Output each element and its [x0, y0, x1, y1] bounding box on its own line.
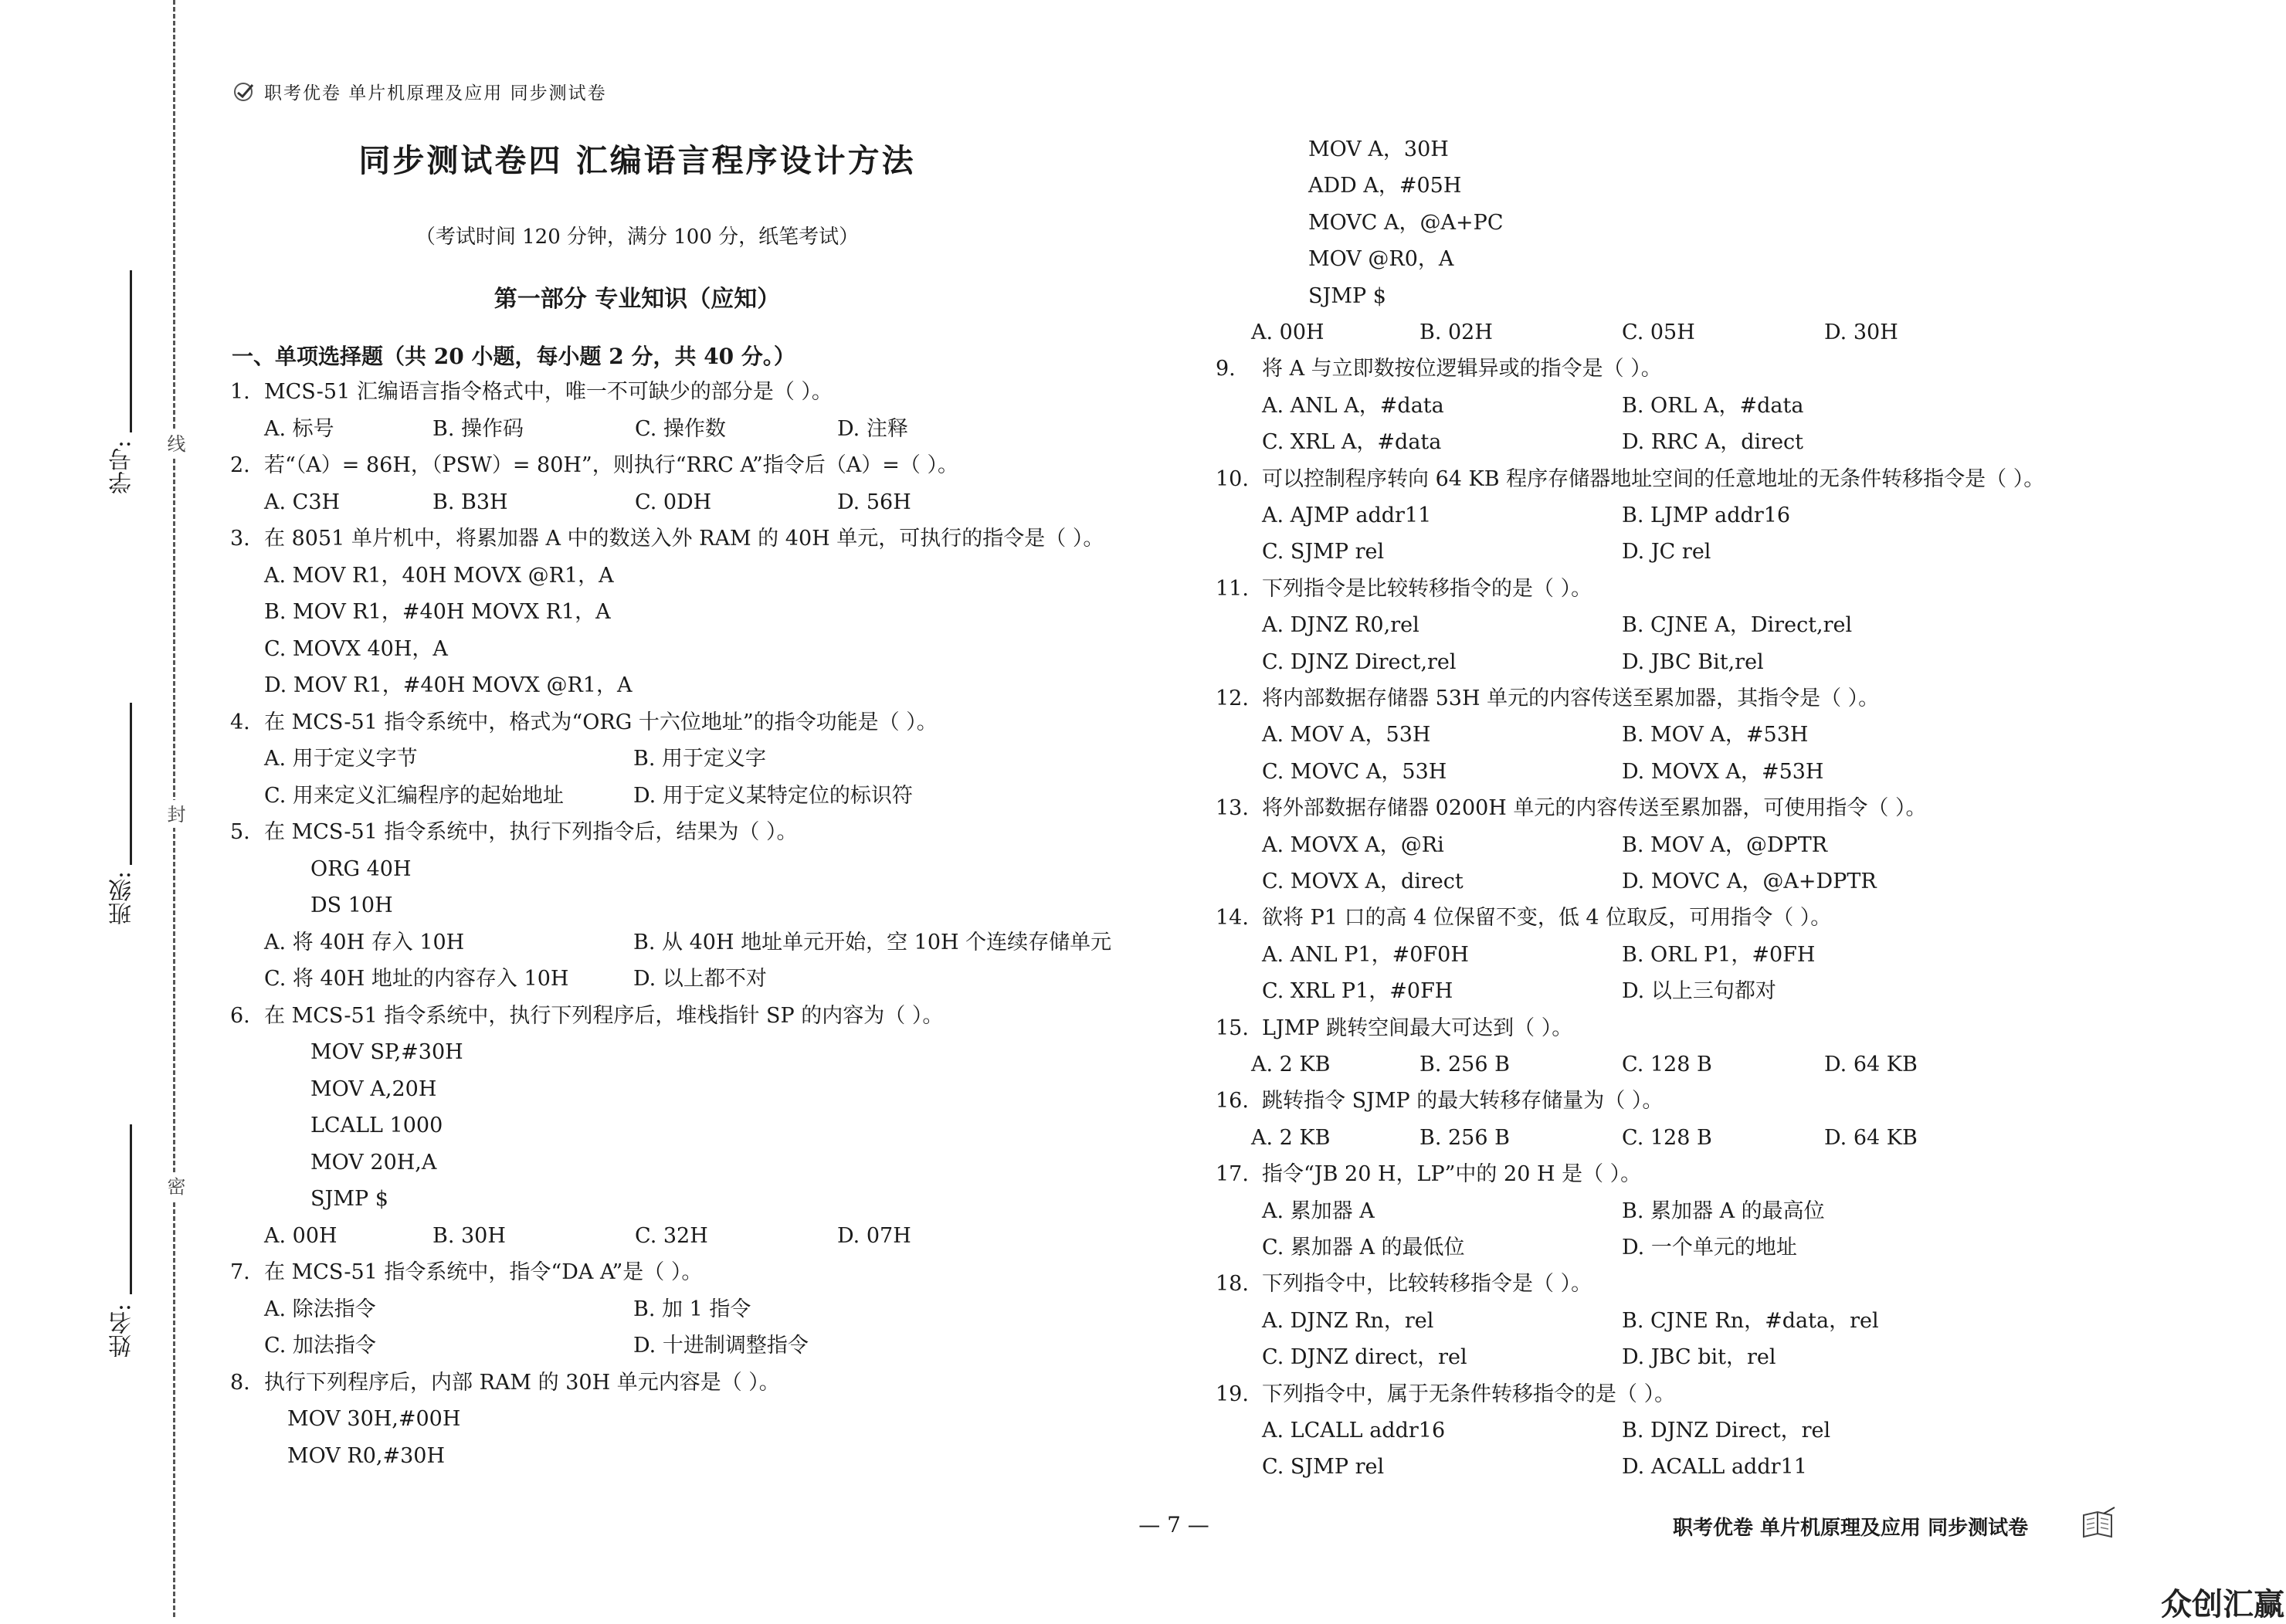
code-line: MOV @R0，A: [1308, 247, 1454, 272]
answer-option: B. ORL A，#data: [1622, 393, 1804, 418]
answer-option: D. MOVC A，@A+DPTR: [1622, 870, 1877, 893]
answer-option: A. 累加器 A: [1262, 1199, 1375, 1223]
class-line: [130, 703, 132, 865]
answer-option: D. JC rel: [1622, 540, 1711, 565]
question-stem: 下列指令是比较转移指令的是（ ）。: [1262, 576, 1592, 601]
answer-option: B. MOV A，@DPTR: [1622, 832, 1828, 857]
question-number: 11.: [1216, 576, 1249, 601]
answer-option: B. 累加器 A 的最高位: [1622, 1199, 1825, 1223]
answer-option: B. 用于定义字: [633, 747, 767, 771]
code-line: SJMP $: [310, 1187, 388, 1211]
answer-option: B. DJNZ Direct，rel: [1622, 1419, 1831, 1443]
answer-option: D. 30H: [1824, 320, 1898, 344]
question-stem: 将外部数据存储器 0200H 单元的内容传送至累加器，可使用指令（ ）。: [1262, 796, 1927, 821]
question-number: 10.: [1216, 466, 1249, 491]
name-label: 姓名:: [109, 1304, 136, 1358]
answer-option: B. 从 40H 地址单元开始，空 10H 个连续存储单元: [633, 930, 1112, 954]
running-header: 职考优卷 单片机原理及应用 同步测试卷: [264, 83, 607, 103]
question-stem: MCS-51 汇编语言指令格式中，唯一不可缺少的部分是（ ）。: [264, 380, 833, 404]
answer-option: B. 256 B: [1419, 1053, 1510, 1076]
question-stem: 在 8051 单片机中，将累加器 A 中的数送入外 RAM 的 40H 单元，可执行的指令是（ ）。: [264, 527, 1104, 551]
exam-info: （考试时间 120 分钟，满分 100 分，纸笔考试）: [415, 225, 860, 249]
question-stem: 在 MCS-51 指令系统中，格式为“ORG 十六位地址”的指令功能是（ ）。: [264, 710, 938, 734]
answer-option: D. JBC Bit,rel: [1622, 649, 1764, 674]
question-stem: 执行下列程序后，内部 RAM 的 30H 单元内容是（ ）。: [264, 1370, 780, 1395]
question-number: 1.: [230, 380, 250, 404]
code-line: LCALL 1000: [310, 1114, 443, 1137]
answer-option: B. ORL P1，#0FH: [1622, 942, 1816, 967]
answer-option: D. 十进制调整指令: [633, 1334, 809, 1358]
answer-option: C. DJNZ direct，rel: [1262, 1345, 1467, 1370]
answer-option: A. 00H: [1251, 320, 1324, 344]
brand-logo-icon: [232, 80, 255, 103]
answer-option: B. 加 1 指令: [633, 1297, 751, 1321]
answer-option: D. 64 KB: [1824, 1053, 1918, 1076]
answer-option: C. 用来定义汇编程序的起始地址: [264, 783, 564, 808]
running-footer: 职考优卷 单片机原理及应用 同步测试卷: [1673, 1517, 2029, 1540]
answer-option: C. SJMP rel: [1262, 540, 1385, 565]
answer-option: A. 00H: [264, 1223, 337, 1248]
answer-option: C. SJMP rel: [1262, 1455, 1385, 1480]
answer-option: D. 一个单元的地址: [1622, 1236, 1797, 1260]
answer-option: C. 128 B: [1622, 1125, 1712, 1150]
answer-option: C. 128 B: [1622, 1053, 1712, 1076]
question-number: 16.: [1216, 1089, 1249, 1114]
answer-option: D. JBC bit，rel: [1622, 1345, 1776, 1370]
secret-mark: 密: [161, 1172, 184, 1200]
answer-option: C. 0DH: [635, 490, 712, 514]
answer-option: B. B3H: [432, 490, 508, 514]
answer-option: A. ANL P1，#0F0H: [1262, 942, 1469, 967]
answer-option: B. CJNE Rn，#data，rel: [1622, 1308, 1879, 1333]
answer-option: B. 30H: [432, 1223, 506, 1248]
answer-option: A. AJMP addr11: [1262, 503, 1432, 527]
question-number: 18.: [1216, 1272, 1249, 1297]
answer-option: C. 32H: [635, 1223, 708, 1248]
answer-option: B. 256 B: [1419, 1125, 1510, 1150]
question-number: 14.: [1216, 906, 1249, 931]
code-line: MOV A，30H: [1308, 137, 1449, 161]
answer-option: C. XRL A，#data: [1262, 430, 1442, 455]
answer-option: B. MOV A，#53H: [1622, 723, 1809, 748]
student-number-label: 学号:: [109, 440, 136, 495]
question-number: 5.: [230, 820, 250, 844]
answer-option: A. MOV A，53H: [1262, 723, 1431, 748]
line-mark: 线: [161, 429, 184, 457]
question-number: 7.: [230, 1260, 250, 1284]
question-stem: 将 A 与立即数按位逻辑异或的指令是（ ）。: [1262, 357, 1662, 381]
code-line: MOV R0,#30H: [287, 1443, 446, 1468]
answer-option: A. 除法指令: [264, 1297, 376, 1321]
question-number: 6.: [230, 1003, 250, 1028]
section-heading: 一、单项选择题（共 20 小题，每小题 2 分，共 40 分。）: [232, 344, 795, 369]
answer-option: A. 用于定义字节: [264, 747, 418, 771]
code-line: MOV A,20H: [310, 1076, 437, 1101]
book-icon: [2081, 1506, 2116, 1540]
class-label: 班级:: [109, 871, 136, 926]
answer-option: A. LCALL addr16: [1262, 1419, 1446, 1443]
answer-option: A. MOVX A，@Ri: [1262, 832, 1444, 857]
answer-option: B. 操作码: [432, 416, 524, 441]
question-number: 13.: [1216, 796, 1249, 821]
question-stem: 下列指令中，比较转移指令是（ ）。: [1262, 1272, 1592, 1297]
answer-option: C. MOVC A，53H: [1262, 759, 1447, 784]
answer-option: B. 02H: [1419, 320, 1493, 344]
seal-mark: 封: [161, 800, 184, 828]
question-number: 15.: [1216, 1015, 1249, 1040]
answer-option: D. MOVX A，#53H: [1622, 759, 1824, 784]
answer-option: D. 以上三句都对: [1622, 979, 1776, 1004]
page-number: — 7 —: [1138, 1512, 1209, 1538]
question-stem: 在 MCS-51 指令系统中，执行下列指令后，结果为（ ）。: [264, 820, 798, 844]
answer-option: B. LJMP addr16: [1622, 503, 1791, 527]
code-line: ADD A，#05H: [1308, 174, 1462, 198]
page-title: 同步测试卷四 汇编语言程序设计方法: [358, 142, 916, 179]
answer-option: A. 2 KB: [1251, 1125, 1331, 1150]
code-line: MOV SP,#30H: [310, 1040, 463, 1064]
answer-option: D. RRC A，direct: [1622, 430, 1804, 455]
answer-option: D. 07H: [837, 1223, 911, 1248]
question-stem: 指令“JB 20 H，LP”中的 20 H 是（ ）。: [1262, 1162, 1642, 1187]
question-number: 17.: [1216, 1162, 1249, 1187]
answer-option: D. 以上都不对: [633, 967, 767, 991]
answer-option: A. DJNZ Rn，rel: [1262, 1308, 1434, 1333]
watermark: 众创汇赢: [2161, 1587, 2284, 1622]
question-stem: 若“（A）= 86H，（PSW）= 80H”，则执行“RRC A”指令后（A）=（ ）。: [264, 453, 958, 477]
answer-option: C. 05H: [1622, 320, 1695, 344]
answer-option: D. ACALL addr11: [1622, 1455, 1807, 1480]
answer-option: D. 用于定义某特定位的标识符: [633, 783, 913, 808]
code-line: MOVC A，@A+PC: [1308, 210, 1504, 235]
answer-option: C. MOVX 40H，A: [264, 636, 448, 661]
answer-option: A. DJNZ R0,rel: [1262, 613, 1419, 638]
answer-option: C. 加法指令: [264, 1334, 376, 1358]
question-number: 12.: [1216, 687, 1249, 710]
question-stem: 欲将 P1 口的高 4 位保留不变，低 4 位取反，可用指令（ ）。: [1262, 906, 1832, 931]
code-line: ORG 40H: [310, 856, 412, 881]
question-number: 19.: [1216, 1382, 1249, 1406]
code-line: DS 10H: [310, 893, 393, 917]
question-number: 4.: [230, 710, 250, 734]
question-stem: 在 MCS-51 指令系统中，执行下列程序后，堆栈指针 SP 的内容为（ ）。: [264, 1003, 944, 1028]
answer-option: D. 56H: [837, 490, 911, 514]
answer-option: D. 注释: [837, 416, 908, 441]
answer-option: D. MOV R1，#40H MOVX @R1，A: [264, 673, 633, 697]
question-number: 2.: [230, 453, 250, 477]
answer-option: A. 将 40H 存入 10H: [264, 930, 465, 954]
answer-option: A. 2 KB: [1251, 1053, 1331, 1076]
answer-option: D. 64 KB: [1824, 1125, 1918, 1150]
question-stem: 下列指令中，属于无条件转移指令的是（ ）。: [1262, 1382, 1676, 1406]
question-stem: 可以控制程序转向 64 KB 程序存储器地址空间的任意地址的无条件转移指令是（ ）。: [1262, 466, 2045, 491]
answer-option: A. 标号: [264, 416, 334, 441]
answer-option: A. MOV R1，40H MOVX @R1，A: [264, 563, 614, 588]
answer-option: B. MOV R1，#40H MOVX R1，A: [264, 600, 611, 624]
answer-option: A. ANL A，#data: [1262, 393, 1444, 418]
code-line: MOV 20H,A: [310, 1150, 437, 1175]
question-stem: 将内部数据存储器 53H 单元的内容传送至累加器，其指令是（ ）。: [1262, 687, 1880, 710]
answer-option: A. C3H: [264, 490, 341, 514]
question-stem: 在 MCS-51 指令系统中，指令“DA A”是（ ）。: [264, 1260, 703, 1284]
answer-option: C. DJNZ Direct,rel: [1262, 649, 1457, 674]
answer-option: C. 将 40H 地址的内容存入 10H: [264, 967, 569, 991]
question-number: 3.: [230, 527, 250, 551]
question-stem: LJMP 跳转空间最大可达到（ ）。: [1262, 1015, 1573, 1040]
answer-option: C. 累加器 A 的最低位: [1262, 1236, 1465, 1260]
answer-option: C. XRL P1，#0FH: [1262, 979, 1453, 1004]
question-number: 8.: [230, 1370, 250, 1395]
name-line: [130, 1124, 132, 1294]
part-heading: 第一部分 专业知识（应知）: [493, 286, 781, 313]
answer-option: C. 操作数: [635, 416, 726, 441]
answer-option: B. CJNE A，Direct,rel: [1622, 613, 1853, 638]
question-number: 9.: [1216, 357, 1236, 381]
question-stem: 跳转指令 SJMP 的最大转移存储量为（ ）。: [1262, 1089, 1664, 1114]
code-line: SJMP $: [1308, 283, 1386, 308]
code-line: MOV 30H,#00H: [287, 1407, 461, 1431]
answer-option: C. MOVX A，direct: [1262, 870, 1464, 893]
